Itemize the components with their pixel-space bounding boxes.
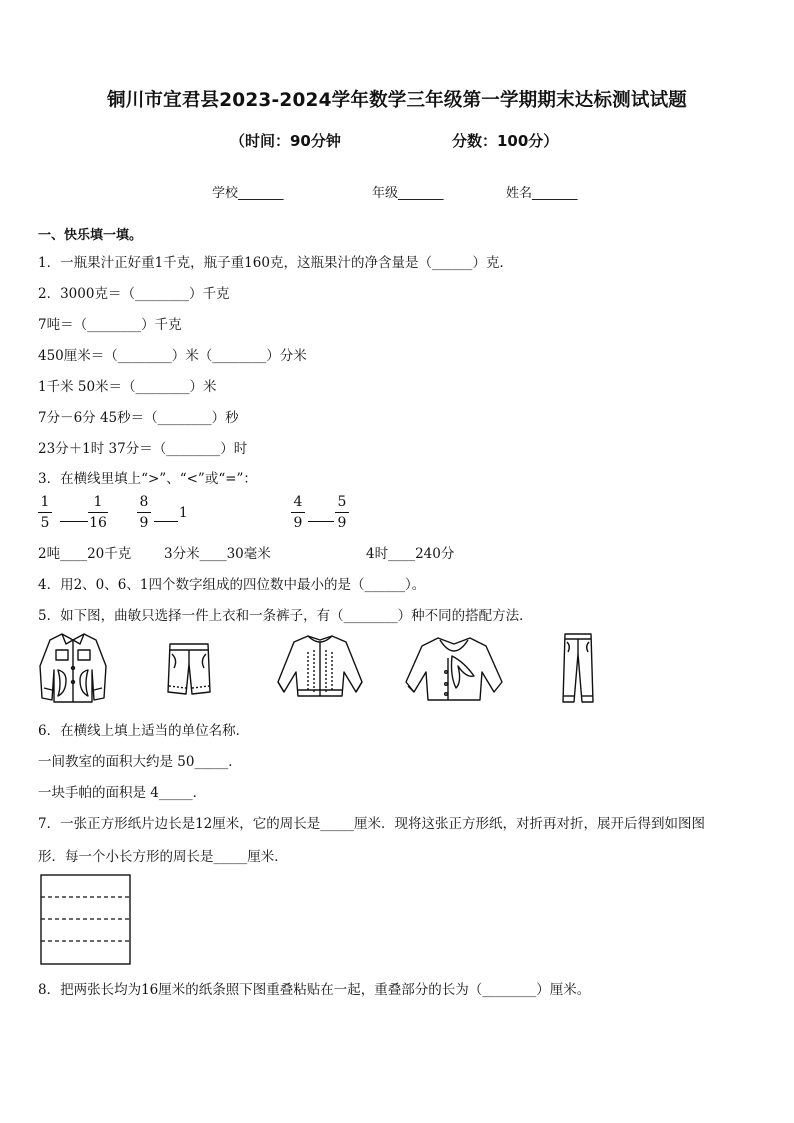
page-title: 铜川市宜君县2023-2024学年数学三年级第一学期期末达标测试试题 [107,90,687,111]
sweater-icon [274,632,366,702]
question-6-line-3: 一块手帕的面积是 4_____． [38,785,207,801]
denominator: 9 [139,515,149,531]
fraction-bar [88,512,108,513]
fraction-bar [38,512,52,513]
answer-blank[interactable] [154,521,178,522]
answer-blank[interactable] [308,521,334,522]
question-2-line-5: 7分－6分 45秒＝（________）秒 [38,410,239,426]
compare-3: 4时____240分 [366,546,455,562]
denominator: 9 [337,515,347,531]
fraction-2 [137,493,151,532]
numerator: 8 [139,494,149,510]
fraction-1b [88,493,108,532]
denominator: 16 [89,515,107,531]
compare-1: 2吨____20千克 [38,546,132,562]
fraction-3b [335,493,349,532]
blouse-icon [402,632,506,704]
question-8: 8．把两张长均为16厘米的纸条照下图重叠粘贴在一起，重叠部分的长为（________）厘米。 [38,982,591,998]
shorts-icon [164,640,214,698]
exam-time: （时间：90分钟 [230,132,341,150]
question-7-line-1: 7．一张正方形纸片边长是12厘米，它的周长是_____厘米．现将这张正方形纸，对折再对折，展开后得到如图图 [38,816,706,832]
numerator: 1 [40,494,50,510]
question-1: 1．一瓶果汁正好重1千克，瓶子重160克，这瓶果汁的净含量是（______）克． [38,255,513,271]
fraction-1a [38,493,52,532]
denominator: 5 [40,515,50,531]
jacket-icon [36,630,110,706]
question-2-line-4: 1千米 50米＝（________）米 [38,379,217,395]
question-6-line-1: 6．在横线上填上适当的单位名称． [38,723,250,739]
numerator: 5 [337,494,347,510]
question-5: 5．如下图，曲敏只选择一件上衣和一条裤子，有（________）种不同的搭配方法． [38,608,533,624]
fraction-bar [335,512,349,513]
folded-square-figure [40,874,132,966]
section-heading: 一、快乐填一填。 [38,228,143,243]
question-2-line-2: 7吨＝（________）千克 [38,317,182,333]
name-field[interactable]: 姓名_______ [506,186,578,201]
exam-score: 分数：100分） [452,132,559,150]
pants-icon [560,630,596,706]
numerator: 4 [293,494,303,510]
denominator: 9 [293,515,303,531]
fraction-3a [291,493,305,532]
fraction-2-rhs: 1 [179,505,188,521]
question-3-intro: 3．在横线里填上“>”、“<”或“=”： [38,471,257,487]
fraction-bar [291,512,305,513]
question-6-line-2: 一间教室的面积大约是 50_____． [38,754,242,770]
question-4: 4．用2、0、6、1四个数字组成的四位数中最小的是（______）。 [38,577,426,593]
answer-blank[interactable] [60,521,88,522]
compare-2: 3分米____30毫米 [164,546,271,562]
grade-field[interactable]: 年级_______ [372,186,444,201]
question-7-line-2: 形．每一个小长方形的周长是_____厘米． [38,849,288,865]
school-field[interactable]: 学校_______ [212,186,284,201]
question-2-line-6: 23分＋1时 37分＝（________）时 [38,441,248,457]
question-2-line-1: 2．3000克＝（________）千克 [38,286,230,302]
fraction-bar [137,512,151,513]
question-2-line-3: 450厘米＝（________）米（________）分米 [38,348,307,364]
numerator: 1 [93,494,103,510]
